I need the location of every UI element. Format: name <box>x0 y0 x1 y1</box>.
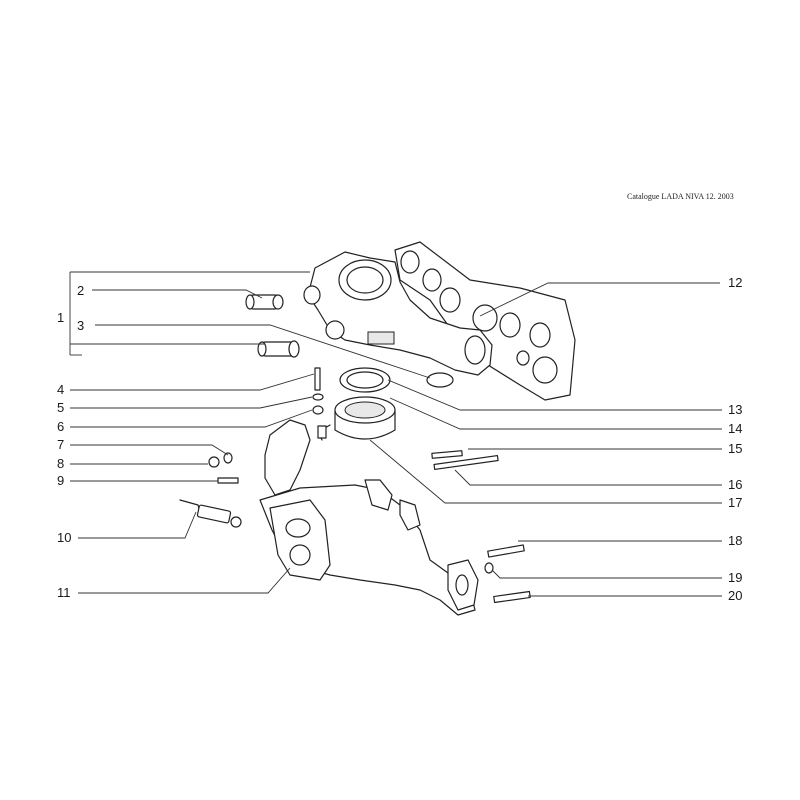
stud-4 <box>315 368 320 390</box>
callout-13: 13 <box>728 402 743 417</box>
callout-5: 5 <box>57 400 65 415</box>
nut-8 <box>209 457 219 467</box>
callout-18: 18 <box>728 533 743 548</box>
washer-5 <box>313 394 323 400</box>
fitting-2 <box>246 295 283 309</box>
callout-6: 6 <box>57 419 65 434</box>
callout-20: 20 <box>728 588 743 603</box>
stud-20 <box>494 592 530 603</box>
callout-14: 14 <box>728 421 743 436</box>
callout-8: 8 <box>57 456 65 471</box>
plug-13 <box>427 373 453 387</box>
callout-19: 19 <box>728 570 743 585</box>
callout-15: 15 <box>728 441 743 456</box>
callout-3: 3 <box>77 318 85 333</box>
callout-7: 7 <box>57 437 65 452</box>
callout-12: 12 <box>728 275 743 290</box>
callout-17: 17 <box>728 495 743 510</box>
fitting-3 <box>258 341 299 357</box>
callout-10: 10 <box>57 530 72 545</box>
nut-6 <box>313 406 323 414</box>
callout-11: 11 <box>57 585 71 600</box>
callout-4: 4 <box>57 382 65 397</box>
callout-1: 1 <box>57 310 65 325</box>
callout-2: 2 <box>77 283 85 298</box>
exhaust-manifold <box>260 420 478 615</box>
stud-18 <box>488 545 524 557</box>
heater-assembly <box>318 368 395 440</box>
stud-9 <box>218 478 238 483</box>
callout-9: 9 <box>57 473 65 488</box>
oxygen-sensor <box>180 500 241 527</box>
stud-15 <box>432 451 462 459</box>
washer-19 <box>485 563 493 573</box>
callout-16: 16 <box>728 477 743 492</box>
catalogue-caption: Catalogue LADA NIVA 12. 2003 <box>627 192 734 201</box>
